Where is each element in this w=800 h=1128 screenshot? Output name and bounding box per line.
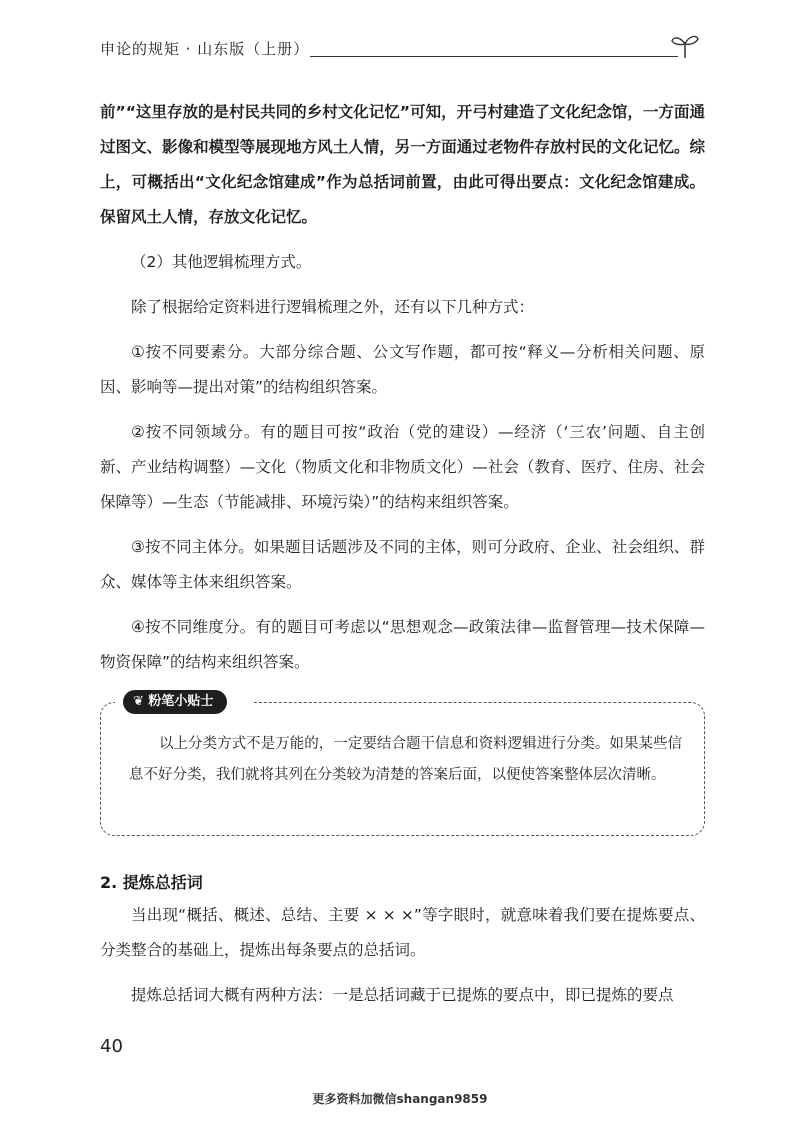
tip-box xyxy=(100,694,705,836)
sprout-icon xyxy=(670,32,700,60)
section-paragraph-2: 提炼总括词大概有两种方法：一是总括词藏于已提炼的要点中，即已提炼的要点 xyxy=(131,986,674,1004)
paragraph-method-1: ①按不同要素分。大部分综合题、公文写作题，都可按“释义—分析相关问题、原因、影响等—提出对策”的结构组织答案。 xyxy=(100,343,705,396)
paragraph-intro: 除了根据给定资料进行逻辑梳理之外，还有以下几种方式： xyxy=(131,298,535,316)
page-number: 40 xyxy=(100,1036,123,1057)
footer-watermark: 更多资料加微信shangan9859 xyxy=(312,1092,488,1106)
book-title: 申论的规矩 · 山东版（上册） xyxy=(100,40,310,58)
tip-badge xyxy=(123,690,227,714)
tip-text: 以上分类方式不是万能的，一定要结合题干信息和资料逻辑进行分类。如果某些信息不好分类，我们就将其列在分类较为清楚的答案后面，以便使答案整体层次清晰。 xyxy=(129,736,682,783)
paragraph-method-2: ②按不同领域分。有的题目可按“政治（党的建设）—经济（‘三农’问题、自主创新、产业结构调整）—文化（物质文化和非物质文化）—社会（教育、医疗、住房、社会保障等）—生态（节能减排、环境污染）”的结构来组织答案。 xyxy=(100,423,705,511)
section-paragraph-1: 当出现“概括、概述、总结、主要 × × ×”等字眼时，就意味着我们要在提炼要点、分类整合的基础上，提炼出每条要点的总括词。 xyxy=(100,906,705,959)
paragraph-method-3: ③按不同主体分。如果题目话题涉及不同的主体，则可分政府、企业、社会组织、群众、媒体等主体来组织答案。 xyxy=(100,538,705,591)
leaf-icon: ❦ xyxy=(133,694,149,709)
running-header xyxy=(100,30,700,70)
subheading-other-methods: （2）其他逻辑梳理方式。 xyxy=(131,253,312,271)
header-rule xyxy=(310,56,678,57)
paragraph-method-4: ④按不同维度分。有的题目可考虑以“思想观念—政策法律—监督管理—技术保障—物资保障”的结构来组织答案。 xyxy=(100,618,705,671)
section-title: 2. 提炼总括词 xyxy=(100,873,203,892)
tip-badge-label: 粉笔小贴士 xyxy=(148,694,214,709)
paragraph-continuation: 前”“这里存放的是村民共同的乡村文化记忆”可知，开弓村建造了文化纪念馆，一方面通过图文、影像和模型等展现地方风土人情，另一方面通过老物件存放村民的文化记忆。综上，可概括出“文化纪念馆建成”作为总括词前置，由此可得出要点：文化纪念馆建成。保留风土人情，存放文化记忆。 xyxy=(100,103,705,226)
page-body xyxy=(100,95,705,1013)
